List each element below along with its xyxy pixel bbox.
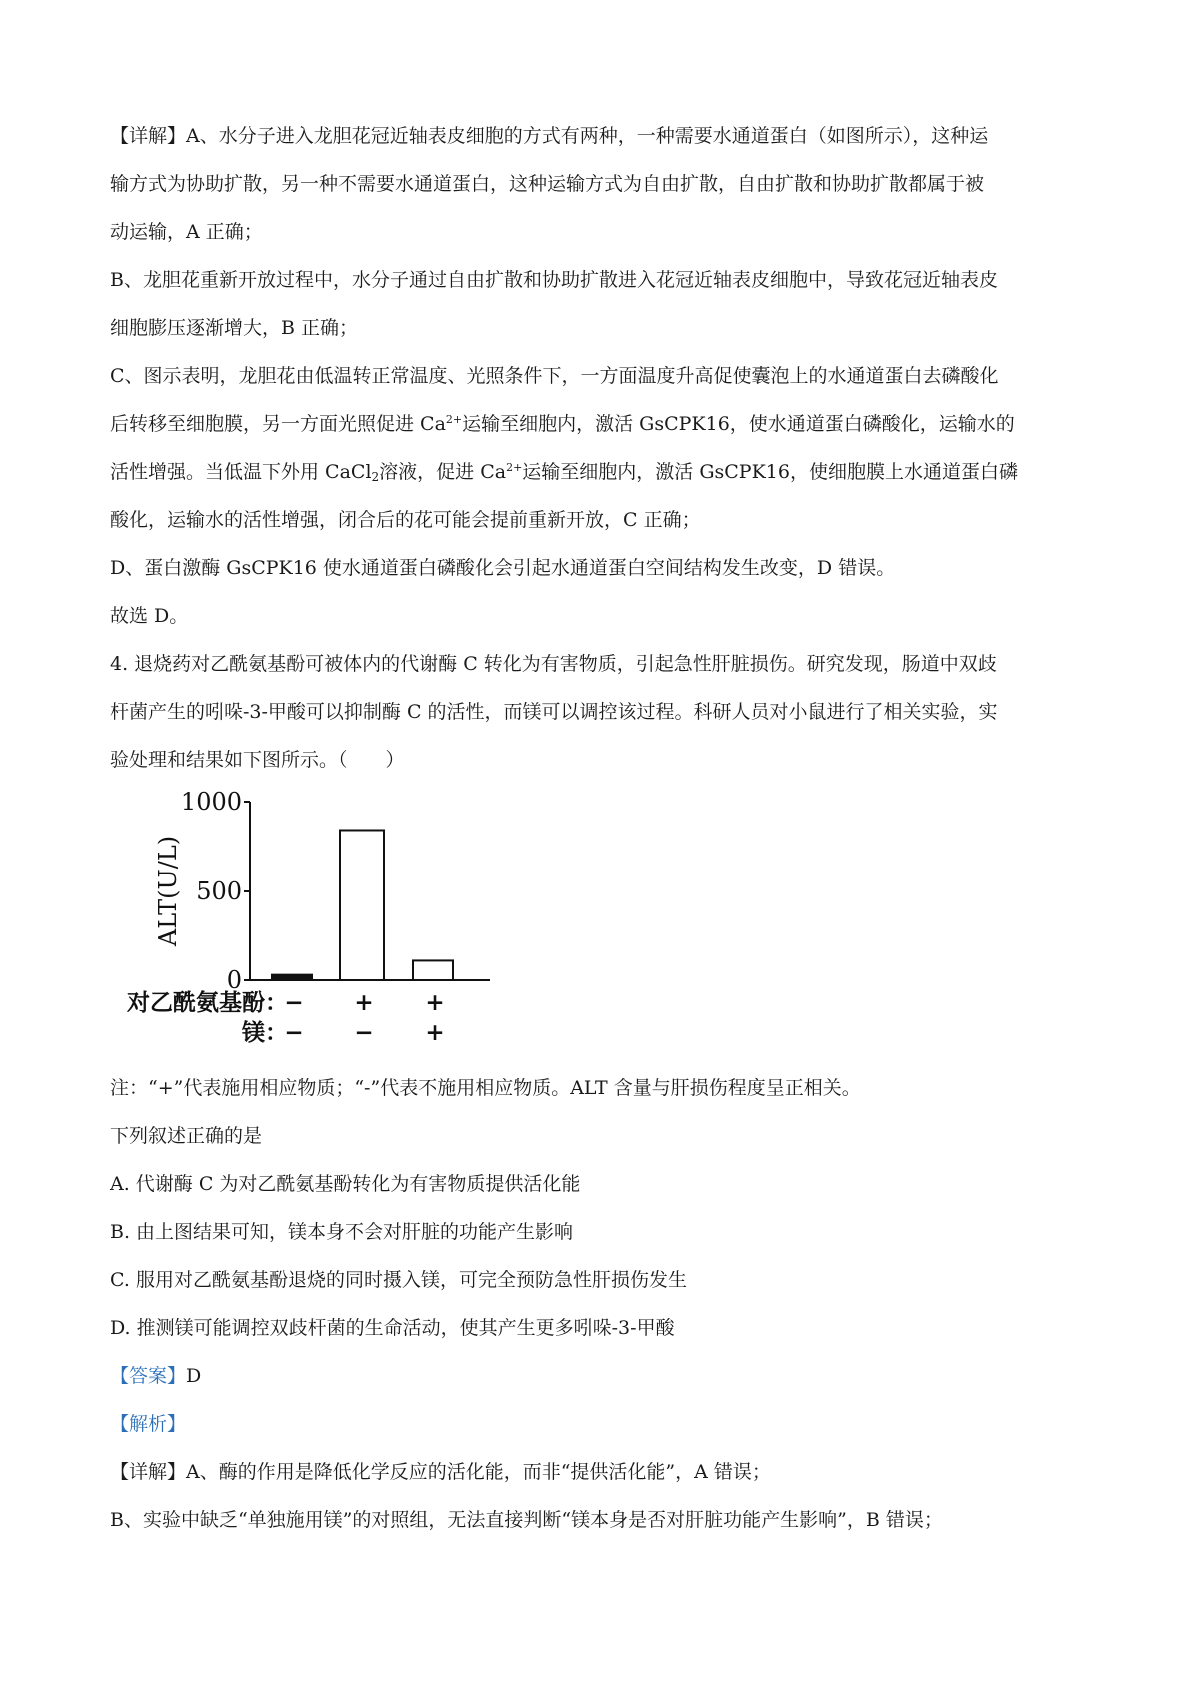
text-run: 活性增强。当低温下外用 CaCl bbox=[110, 461, 372, 483]
answer-label: 【答案】 bbox=[110, 1365, 187, 1387]
mg-sign-1: − bbox=[284, 1019, 304, 1046]
detail-a-line-3: 动运输，A 正确； bbox=[110, 221, 263, 243]
explanation-b: B、实验中缺乏“单独施用镁”的对照组，无法直接判断“镁本身是否对肝脏功能产生影响”，B 错误； bbox=[110, 1509, 943, 1531]
detail-c-line-1: C、图示表明，龙胆花由低温转正常温度、光照条件下，一方面温度升高促使囊泡上的水通道蛋白去磷酸化 bbox=[110, 365, 999, 387]
drug-sign-1: − bbox=[284, 989, 304, 1016]
option-c: C. 服用对乙酰氨基酚退烧的同时摄入镁，可完全预防急性肝损伤发生 bbox=[110, 1269, 687, 1291]
drug-sign-2: + bbox=[354, 989, 374, 1016]
conclusion-line: 故选 D。 bbox=[110, 605, 189, 627]
question-4-line-2: 杆菌产生的吲哚-3-甲酸可以抑制酶 C 的活性，而镁可以调控该过程。科研人员对小鼠进行了相关实验，实 bbox=[110, 701, 998, 723]
y-tick-label: 500 bbox=[196, 877, 242, 905]
detail-c-line-2 bbox=[110, 412, 1015, 436]
detail-a-line-1: 【详解】A、水分子进入龙胆花冠近轴表皮细胞的方式有两种，一种需要水通道蛋白（如图所示），这种运 bbox=[110, 125, 989, 147]
option-d: D. 推测镁可能调控双歧杆菌的生命活动，使其产生更多吲哚-3-甲酸 bbox=[110, 1317, 675, 1339]
row-label-mg: 镁： bbox=[242, 1019, 288, 1046]
mg-sign-3: + bbox=[425, 1019, 445, 1046]
chart-plot-group bbox=[127, 788, 490, 1046]
row-label-drug: 对乙酰氨基酚： bbox=[127, 989, 288, 1016]
chart-note: 注：“+”代表施用相应物质；“-”代表不施用相应物质。ALT 含量与肝损伤程度呈正相关。 bbox=[110, 1077, 861, 1099]
bar-group-1 bbox=[272, 975, 312, 980]
superscript: 2+ bbox=[445, 413, 463, 426]
subscript: 2 bbox=[371, 470, 380, 484]
question-4-line-1: 4. 退烧药对乙酰氨基酚可被体内的代谢酶 C 转化为有害物质，引起急性肝脏损伤。研究发现，肠道中双歧 bbox=[110, 653, 997, 675]
detail-c-line-4: 酸化，运输水的活性增强，闭合后的花可能会提前重新开放，C 正确； bbox=[110, 509, 701, 531]
question-4-line-3: 验处理和结果如下图所示。（ ） bbox=[110, 749, 405, 771]
alt-bar-chart bbox=[110, 775, 510, 1050]
y-axis-label: ALT(U/L) bbox=[154, 835, 182, 947]
text-run: 运输至细胞内，激活 GsCPK16，使水通道蛋白磷酸化，运输水的 bbox=[462, 413, 1015, 435]
option-a: A. 代谢酶 C 为对乙酰氨基酚转化为有害物质提供活化能 bbox=[110, 1173, 581, 1195]
text-run: 后转移至细胞膜，另一方面光照促进 Ca bbox=[110, 413, 446, 435]
text-run: 运输至细胞内，激活 GsCPK16，使细胞膜上水通道蛋白磷 bbox=[522, 461, 1018, 483]
detail-d-line-1: D、蛋白激酶 GsCPK16 使水通道蛋白磷酸化会引起水通道蛋白空间结构发生改变，D 错误。 bbox=[110, 557, 896, 579]
y-tick-label: 0 bbox=[226, 966, 242, 994]
detail-c-line-3 bbox=[110, 460, 1018, 484]
superscript: 2+ bbox=[506, 461, 523, 474]
option-b: B. 由上图结果可知，镁本身不会对肝脏的功能产生影响 bbox=[110, 1221, 574, 1243]
text-run: 溶液，促进 Ca bbox=[379, 461, 507, 483]
drug-sign-3: + bbox=[425, 989, 445, 1016]
bar-group-3 bbox=[413, 960, 453, 980]
question-stem: 下列叙述正确的是 bbox=[110, 1125, 263, 1147]
bar-group-2 bbox=[340, 830, 384, 980]
detail-b-line-1: B、龙胆花重新开放过程中，水分子通过自由扩散和协助扩散进入花冠近轴表皮细胞中，导致花冠近轴表皮 bbox=[110, 269, 998, 291]
mg-sign-2: − bbox=[354, 1019, 374, 1046]
answer-line bbox=[110, 1364, 201, 1388]
analysis-label: 【解析】 bbox=[110, 1413, 187, 1435]
answer-value: D bbox=[186, 1365, 202, 1387]
detail-a-line-2: 输方式为协助扩散，另一种不需要水通道蛋白，这种运输方式为自由扩散，自由扩散和协助扩散都属于被 bbox=[110, 173, 985, 195]
y-tick-label: 1000 bbox=[180, 788, 242, 816]
explanation-a: 【详解】A、酶的作用是降低化学反应的活化能，而非“提供活化能”，A 错误； bbox=[110, 1461, 771, 1483]
detail-b-line-2: 细胞膨压逐渐增大，B 正确； bbox=[110, 317, 359, 339]
